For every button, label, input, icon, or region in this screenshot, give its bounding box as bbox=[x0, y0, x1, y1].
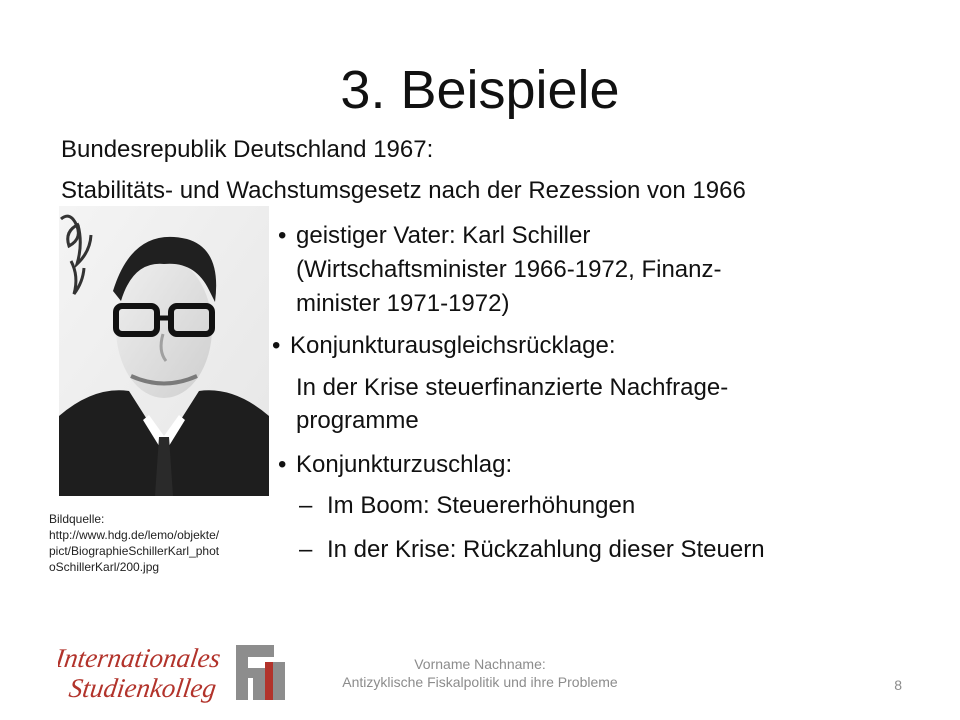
sub-bullet-1 bbox=[299, 491, 635, 521]
institution-logo bbox=[58, 640, 313, 710]
sub-bullet-2-text: In der Krise: Rückzahlung dieser Steuern bbox=[327, 536, 765, 563]
logo-text-studienkolleg: Studienkolleg bbox=[67, 673, 219, 703]
logo-mark: fH bbox=[290, 703, 291, 704]
slide-title: 3. Beispiele bbox=[340, 60, 620, 120]
bullet-2-text: Konjunkturausgleichsrücklage: bbox=[290, 332, 616, 359]
bullet-3-line-1 bbox=[278, 450, 512, 480]
bullet-marker: • bbox=[272, 332, 281, 359]
logo-text-internationales: Internationales bbox=[58, 643, 223, 673]
bullet-marker: • bbox=[278, 451, 287, 478]
bullet-marker: • bbox=[278, 222, 287, 249]
portrait-photo bbox=[59, 206, 269, 496]
bullet-1-line-2: (Wirtschaftsminister 1966-1972, Finanz- bbox=[296, 256, 722, 283]
sub-bullet-2 bbox=[299, 535, 765, 565]
intro-line-2: Stabilitäts- und Wachstumsgesetz nach der Rezession von 1966 bbox=[61, 177, 746, 204]
intro-line-1: Bundesrepublik Deutschland 1967: bbox=[61, 136, 434, 163]
logo-graphic bbox=[58, 640, 313, 710]
bullet-1-text: geistiger Vater: Karl Schiller bbox=[296, 222, 591, 249]
sub-bullet-1-text: Im Boom: Steuererhöhungen bbox=[327, 492, 636, 519]
dash-marker: – bbox=[299, 492, 313, 519]
page-number: 8 bbox=[894, 677, 902, 693]
portrait-photo-illustration bbox=[59, 206, 269, 496]
bullet-2-line-3: programme bbox=[296, 407, 419, 434]
bullet-1-line-1 bbox=[278, 221, 590, 251]
bullet-2-line-2: In der Krise steuerfinanzierte Nachfrage- bbox=[296, 374, 729, 401]
bullet-3-text: Konjunkturzuschlag: bbox=[296, 451, 513, 478]
footer-text: Vorname Nachname: Antizyklische Fiskalpolitik und ihre Probleme bbox=[342, 656, 618, 690]
bullet-2-line-1 bbox=[272, 331, 616, 361]
image-caption: Bildquelle: http://www.hdg.de/lemo/objekte/ pict/BiographieSchillerKarl_phot oSchillerKarl/200.jpg bbox=[49, 512, 220, 574]
dash-marker: – bbox=[299, 536, 313, 563]
bullet-1-line-3: minister 1971-1972) bbox=[296, 290, 510, 317]
